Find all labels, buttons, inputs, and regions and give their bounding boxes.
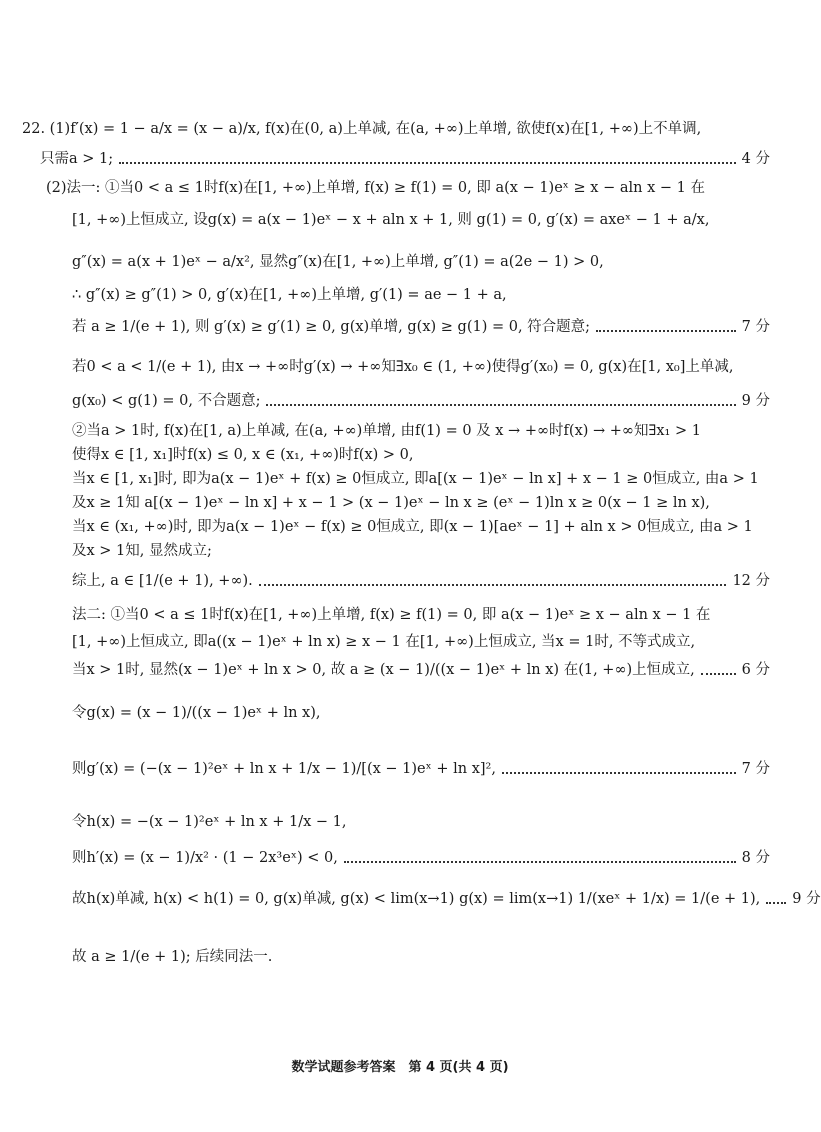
line-text: [1, +∞)上恒成立, 设g(x) = a(x − 1)eˣ − x + aln x + 1, 则 g(1) = 0, g′(x) = axeˣ − 1 + a/x, — [72, 212, 710, 228]
dot-leader — [766, 902, 786, 904]
solution-line — [46, 177, 775, 199]
dot-leader — [344, 861, 736, 863]
line-text: 当x ∈ (x₁, +∞)时, 即为a(x − 1)eˣ − f(x) ≥ 0恒成立, 即(x − 1)[aeˣ − 1] + aln x > 0恒成立, 由a > 1 — [72, 519, 753, 535]
solution-line — [72, 604, 775, 626]
line-text: 则h′(x) = (x − 1)/x² · (1 − 2x³eˣ) < 0, — [72, 850, 338, 866]
line-text: 使得x ∈ [1, x₁]时f(x) ≤ 0, x ∈ (x₁, +∞)时f(x) > 0, — [72, 447, 414, 463]
line-text: 法二: ①当0 < a ≤ 1时f(x)在[1, +∞)上单增, f(x) ≥ f(1) = 0, 即 a(x − 1)eˣ ≥ x − aln x − 1 在 — [72, 607, 711, 623]
score-label: 12 分 — [732, 573, 770, 589]
solution-line — [72, 444, 775, 466]
score-label: 4 分 — [741, 151, 770, 167]
line-text: 若 a ≥ 1/(e + 1), 则 g′(x) ≥ g′(1) ≥ 0, g(x)单增, g(x) ≥ g(1) = 0, 符合题意; — [72, 319, 591, 335]
solution-line — [72, 702, 775, 724]
solution-line — [72, 209, 775, 231]
solution-line — [22, 118, 775, 140]
solution-line — [72, 356, 775, 378]
dot-leader — [119, 162, 736, 164]
line-text: 综上, a ∈ [1/(e + 1), +∞). — [72, 573, 253, 589]
solution-line — [72, 847, 770, 869]
score-label: 9 分 — [741, 393, 770, 409]
solution-line — [72, 284, 775, 306]
solution-line — [72, 659, 770, 681]
solution-line — [72, 516, 775, 538]
solution-line — [72, 631, 775, 653]
solution-line — [72, 540, 775, 562]
solution-line — [72, 888, 821, 910]
dot-leader — [502, 772, 736, 774]
score-label: 7 分 — [741, 319, 770, 335]
solution-line — [72, 251, 775, 273]
line-text: ∴ g″(x) ≥ g″(1) > 0, g′(x)在[1, +∞)上单增, g′(1) = ae − 1 + a, — [72, 287, 507, 303]
solution-line — [72, 390, 770, 412]
solution-line — [72, 946, 775, 968]
page-footer: 数学试题参考答案 第 4 页(共 4 页) — [291, 1060, 509, 1075]
line-text: (2)法一: ①当0 < a ≤ 1时f(x)在[1, +∞)上单增, f(x) ≥ f(1) = 0, 即 a(x − 1)eˣ ≥ x − aln x − 1 在 — [46, 180, 705, 196]
solution-line — [72, 758, 770, 780]
line-text: ②当a > 1时, f(x)在[1, a)上单减, 在(a, +∞)单增, 由f(1) = 0 及 x → +∞时f(x) → +∞知∃x₁ > 1 — [72, 423, 701, 439]
solution-line — [72, 570, 770, 592]
score-label: 9 分 — [792, 891, 821, 907]
line-text: g(x₀) < g(1) = 0, 不合题意; — [72, 393, 261, 409]
dot-leader — [266, 404, 735, 406]
line-text: 只需a > 1; — [40, 151, 114, 167]
solution-line — [72, 420, 775, 442]
line-text: 若0 < a < 1/(e + 1), 由x → +∞时g′(x) → +∞知∃x₀ ∈ (1, +∞)使得g′(x₀) = 0, g(x)在[1, x₀]上单减, — [72, 359, 734, 375]
solution-line — [72, 468, 775, 490]
solution-line — [72, 492, 775, 514]
solution-line — [40, 148, 770, 170]
line-text: 及x > 1知, 显然成立; — [72, 543, 212, 559]
dot-leader — [259, 584, 727, 586]
line-text: 则g′(x) = (−(x − 1)²eˣ + ln x + 1/x − 1)/[(x − 1)eˣ + ln x]², — [72, 761, 496, 777]
solution-line — [72, 316, 770, 338]
score-label: 6 分 — [741, 662, 770, 678]
line-text: 当x > 1时, 显然(x − 1)eˣ + ln x > 0, 故 a ≥ (x − 1)/((x − 1)eˣ + ln x) 在(1, +∞)上恒成立, — [72, 662, 695, 678]
line-text: 令h(x) = −(x − 1)²eˣ + ln x + 1/x − 1, — [72, 814, 347, 830]
line-text: 故 a ≥ 1/(e + 1); 后续同法一. — [72, 949, 273, 965]
score-label: 7 分 — [741, 761, 770, 777]
line-text: 当x ∈ [1, x₁]时, 即为a(x − 1)eˣ + f(x) ≥ 0恒成立, 即a[(x − 1)eˣ − ln x] + x − 1 ≥ 0恒成立, 由a > 1 — [72, 471, 759, 487]
line-text: g″(x) = a(x + 1)eˣ − a/x², 显然g″(x)在[1, +∞)上单增, g″(1) = a(2e − 1) > 0, — [72, 254, 604, 270]
score-label: 8 分 — [741, 850, 770, 866]
line-text: 22. (1)f′(x) = 1 − a/x = (x − a)/x, f(x)在(0, a)上单减, 在(a, +∞)上单增, 欲使f(x)在[1, +∞)上不单调, — [22, 121, 702, 137]
dot-leader — [596, 330, 736, 332]
line-text: [1, +∞)上恒成立, 即a((x − 1)eˣ + ln x) ≥ x − 1 在[1, +∞)上恒成立, 当x = 1时, 不等式成立, — [72, 634, 696, 650]
line-text: 及x ≥ 1知 a[(x − 1)eˣ − ln x] + x − 1 > (x − 1)eˣ − ln x ≥ (eˣ − 1)ln x ≥ 0(x − 1 ≥ ln x), — [72, 495, 710, 511]
solution-line — [72, 811, 775, 833]
line-text: 令g(x) = (x − 1)/((x − 1)eˣ + ln x), — [72, 705, 321, 721]
line-text: 故h(x)单减, h(x) < h(1) = 0, g(x)单减, g(x) < lim(x→1) g(x) = lim(x→1) 1/(xeˣ + 1/x) = 1/(e + 1), — [72, 891, 761, 907]
dot-leader — [701, 673, 736, 675]
